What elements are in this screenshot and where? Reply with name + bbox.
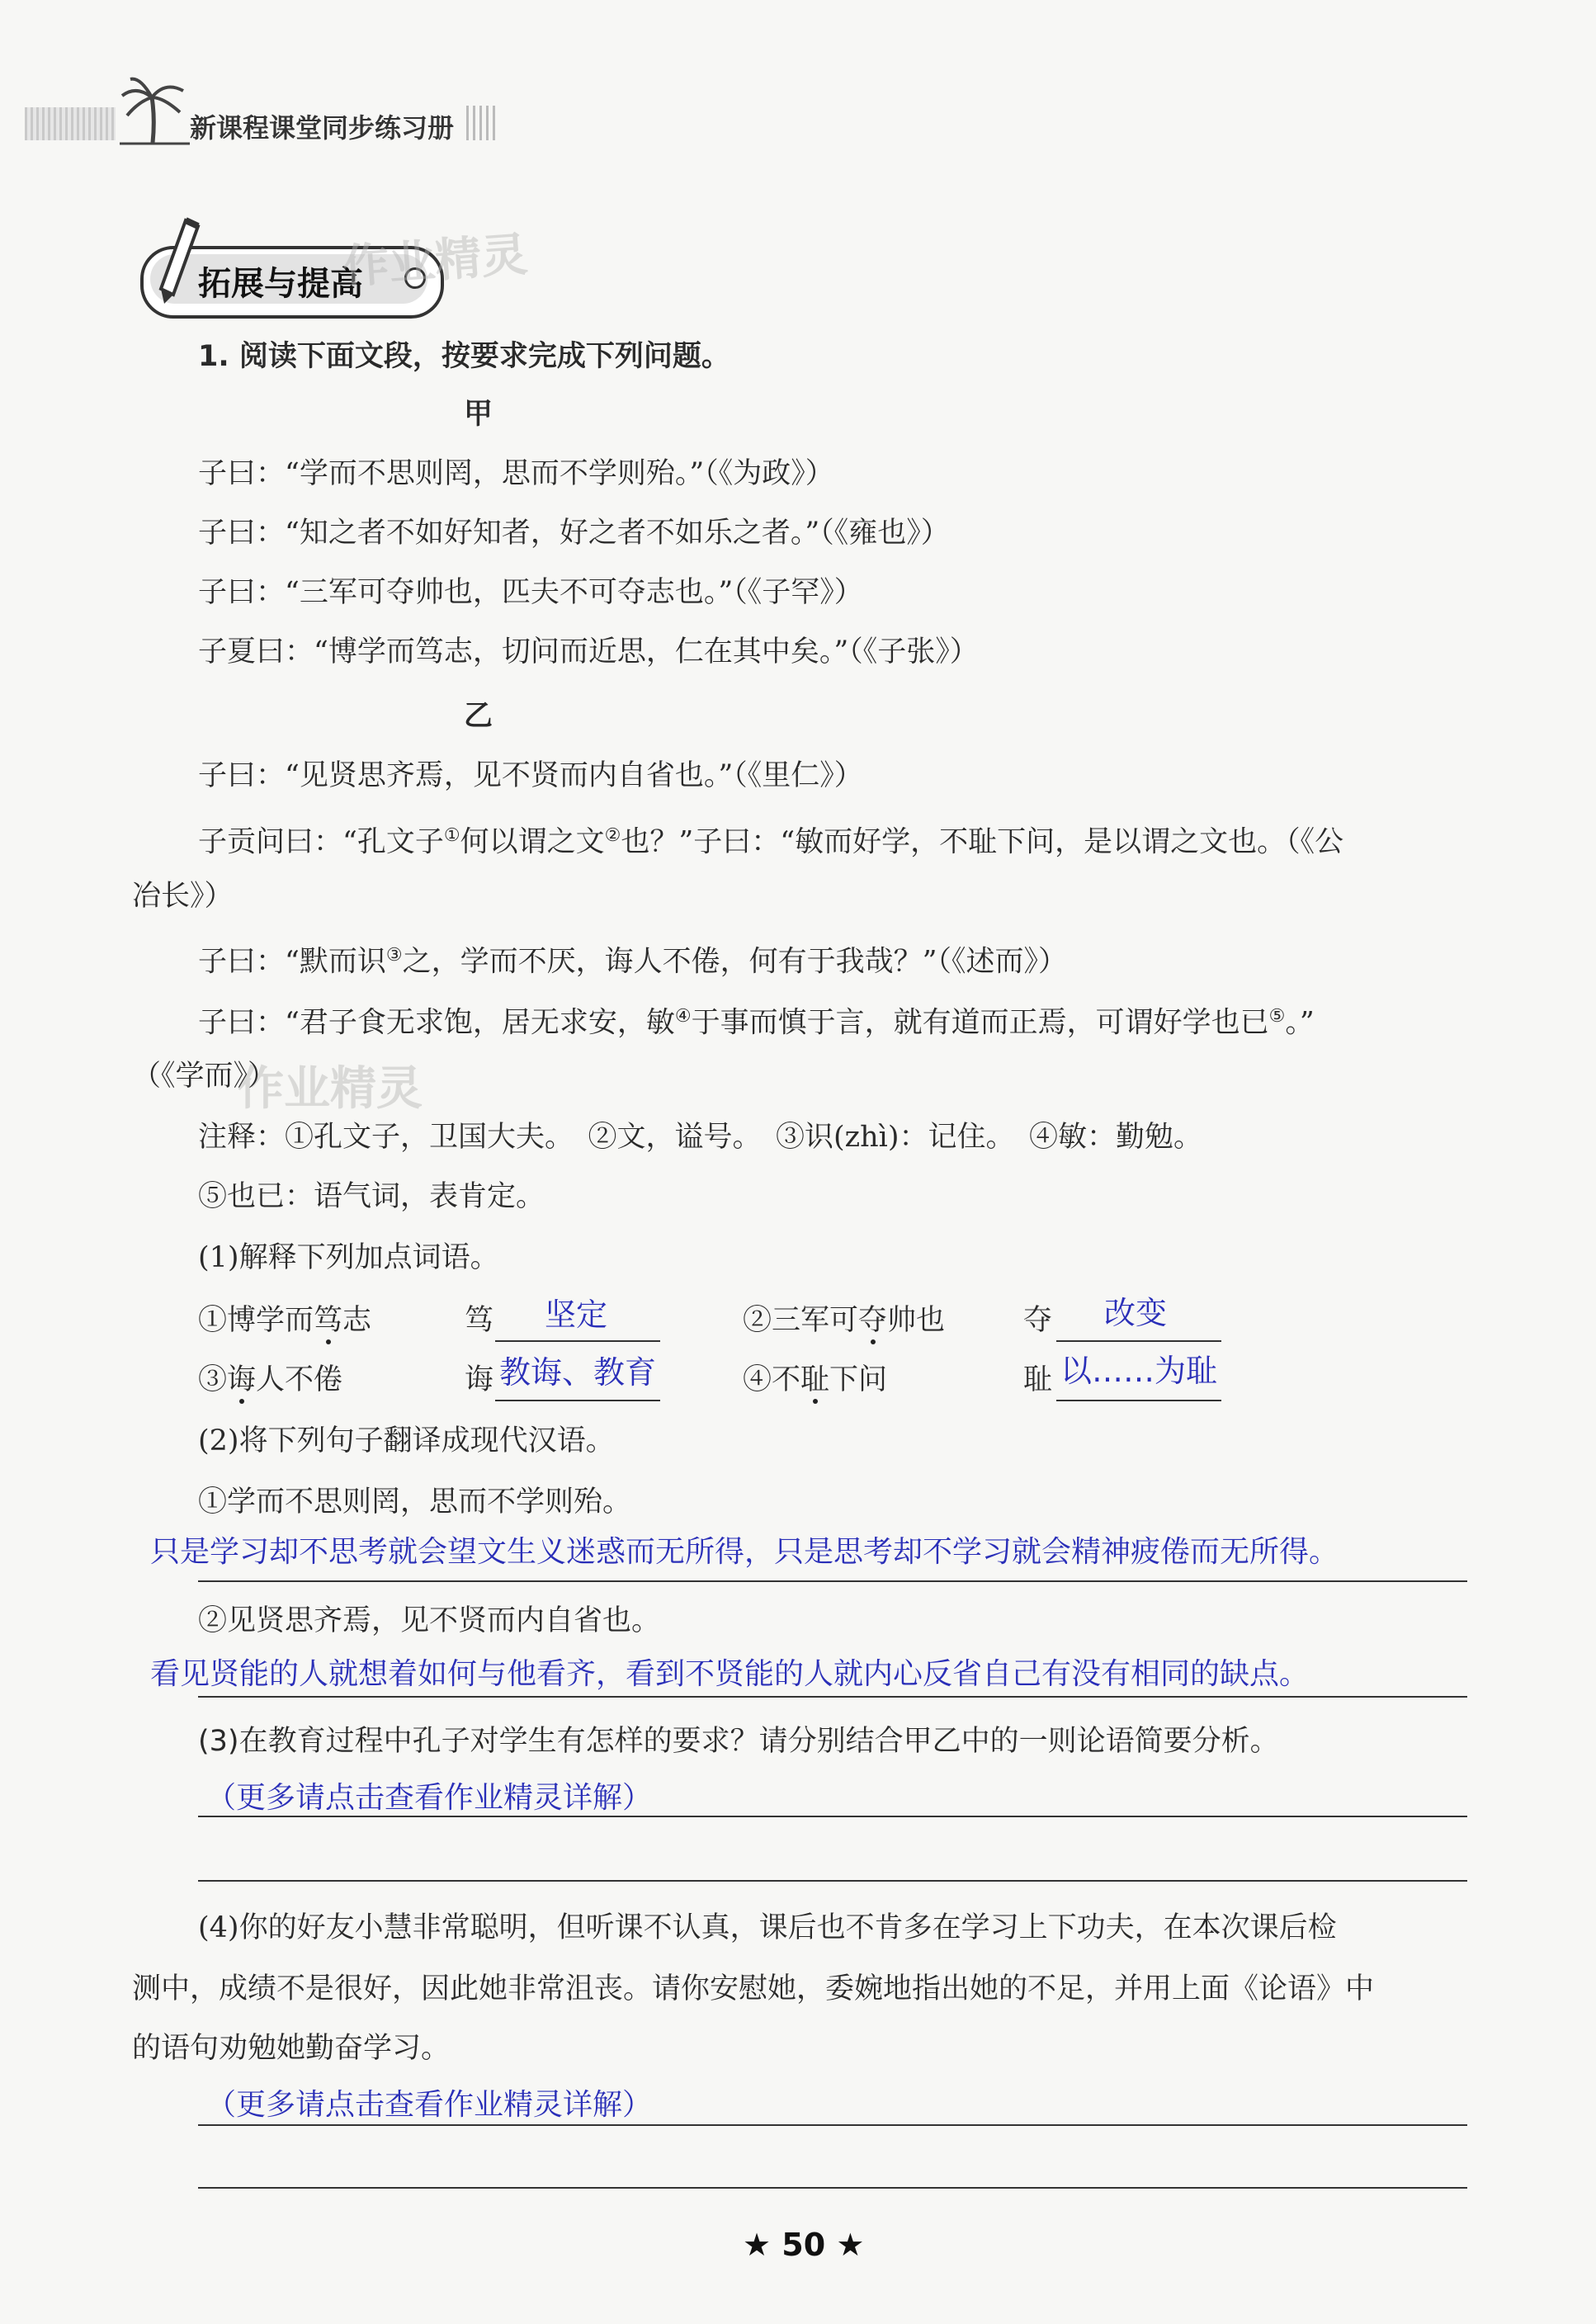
vocab-answer: 以……为耻 <box>1060 1353 1218 1389</box>
answer-line <box>198 1880 1467 1882</box>
answer-line <box>198 1580 1467 1582</box>
notes-line: ⑤也已：语气词，表肯定。 <box>198 1180 545 1213</box>
watermark: 作业精灵 <box>341 228 530 295</box>
answer-line <box>495 1400 660 1401</box>
answer-line <box>198 1816 1467 1817</box>
detail-link[interactable]: （更多请点击查看作业精灵详解） <box>206 1781 653 1815</box>
vocab-item: ④不耻下问 <box>743 1363 888 1396</box>
passage-line: 子曰：“君子食无求饱，居无求安，敏④于事而慎于言，就有道而正焉，可谓好学也已⑤。” <box>198 1006 1315 1040</box>
answer-line <box>1056 1340 1221 1342</box>
answer-line <box>495 1340 660 1342</box>
vocab-item: ②三军可夺帅也 <box>743 1304 946 1337</box>
subquestion-3-prompt: (3)在教育过程中孔子对学生有怎样的要求？请分别结合甲乙中的一则论语简要分析。 <box>198 1725 1279 1758</box>
header-decoration <box>25 107 116 140</box>
answer-line <box>198 1696 1467 1698</box>
question-prompt: 1. 阅读下面文段，按要求完成下列问题。 <box>198 340 730 373</box>
translate-answer: 只是学习却不思考就会望文生义迷惑而无所得，只是思考却不学习就会精神疲倦而无所得。 <box>150 1535 1339 1569</box>
vocab-answer: 教诲、教育 <box>499 1354 657 1391</box>
translate-sentence: ②见贤思齐焉，见不贤而内自省也。 <box>198 1604 661 1637</box>
notes-line: 注释：①孔文子，卫国大夫。 ②文，谥号。 ③识(zhì)：记住。 ④敏：勤勉。 <box>198 1121 1202 1154</box>
passage-line: 子曰：“三军可夺帅也，匹夫不可夺志也。”（《子罕》） <box>198 576 863 609</box>
passage-yi-heading: 乙 <box>464 700 493 733</box>
translate-answer: 看见贤能的人就想着如何与他看齐，看到不贤能的人就内心反省自己有没有相同的缺点。 <box>150 1657 1310 1691</box>
watermark: 作业精灵 <box>238 1062 423 1116</box>
section-title: 拓展与提高 <box>198 265 363 303</box>
vocab-answer: 坚定 <box>545 1297 608 1333</box>
vocab-key: 诲 <box>465 1363 494 1396</box>
pencil-icon <box>153 216 202 307</box>
passage-line: 子贡问曰：“孔文子①何以谓之文②也？”子曰：“敏而好学，不耻下问，是以谓之文也。（《公 <box>198 825 1344 859</box>
subquestion-4-text: 测中，成绩不是很好，因此她非常沮丧。请你安慰她，委婉地指出她的不足，并用上面《论语》中 <box>132 1972 1375 2005</box>
detail-link[interactable]: （更多请点击查看作业精灵详解） <box>206 2088 653 2122</box>
subquestion-4-text: (4)你的好友小慧非常聪明，但听课不认真，课后也不肯多在学习上下功夫，在本次课后检 <box>198 1911 1337 1944</box>
vocab-key: 耻 <box>1023 1363 1053 1396</box>
vocab-item: ③诲人不倦 <box>198 1363 343 1396</box>
vocab-answer: 改变 <box>1104 1295 1168 1331</box>
vocab-key: 笃 <box>465 1304 494 1337</box>
palm-tree-icon <box>116 73 190 147</box>
header-stripes <box>466 106 498 140</box>
subquestion-4-text: 的语句劝勉她勤奋学习。 <box>132 2032 451 2065</box>
vocab-key: 夺 <box>1023 1304 1053 1337</box>
passage-line: 子曰：“知之者不如好知者，好之者不如乐之者。”（《雍也》） <box>198 517 950 550</box>
subquestion-1-prompt: (1)解释下列加点词语。 <box>198 1241 499 1274</box>
page-number: ★ 50 ★ <box>743 2227 865 2263</box>
passage-line: 子曰：“见贤思齐焉，见不贤而内自省也。”（《里仁》） <box>198 759 863 792</box>
answer-line <box>1056 1400 1221 1401</box>
passage-line: 子夏曰：“博学而笃志，切问而近思，仁在其中矣。”（《子张》） <box>198 635 979 668</box>
book-title: 新课程课堂同步练习册 <box>190 112 455 144</box>
vocab-item: ①博学而笃志 <box>198 1304 372 1337</box>
passage-line: 冶长》） <box>132 880 234 913</box>
answer-line <box>198 2124 1467 2126</box>
passage-line: （《学而》） <box>132 1060 277 1093</box>
passage-line: 子曰：“学而不思则罔，思而不学则殆。”（《为政》） <box>198 457 834 490</box>
answer-line <box>198 2187 1467 2189</box>
translate-sentence: ①学而不思则罔，思而不学则殆。 <box>198 1486 632 1519</box>
passage-jia-heading: 甲 <box>464 398 493 431</box>
subquestion-2-prompt: (2)将下列句子翻译成现代汉语。 <box>198 1424 615 1457</box>
passage-line: 子曰：“默而识③之，学而不厌，诲人不倦，何有于我哉？”（《述而》） <box>198 945 1068 979</box>
